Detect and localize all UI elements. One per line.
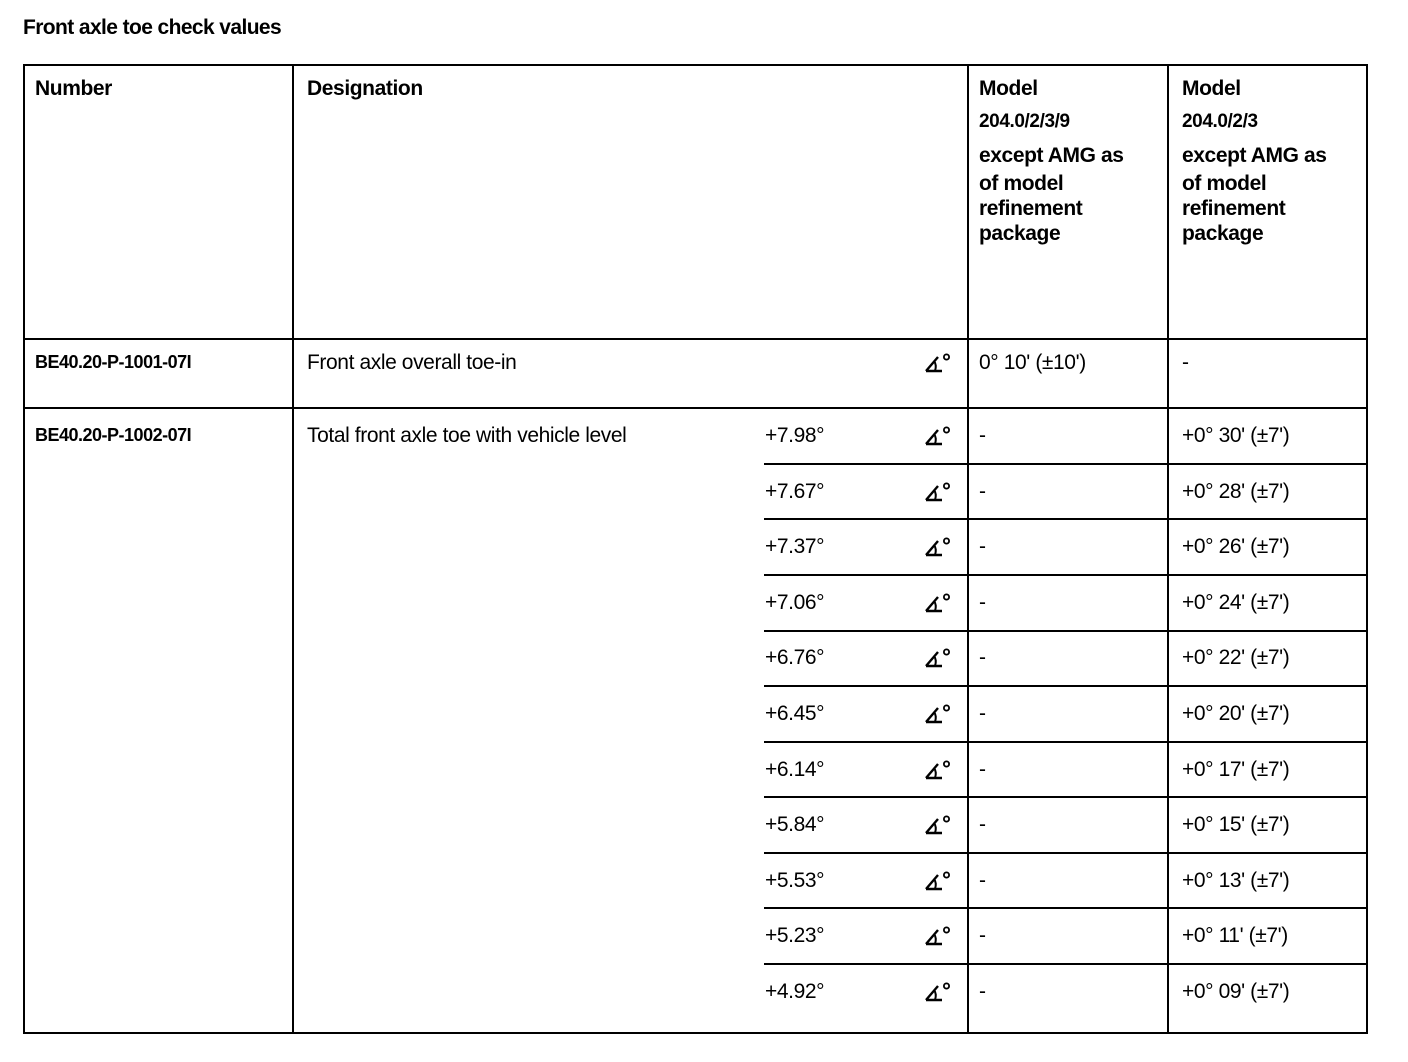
subrow-divider (764, 796, 1368, 798)
subrow-divider (764, 463, 1368, 465)
angle-degree-icon (923, 981, 951, 1003)
angle-degree-icon (923, 759, 951, 781)
angle-degree-icon (923, 592, 951, 614)
vehicle-level-value: +7.37° (765, 535, 825, 558)
row2-number: BE40.20-P-1002-07I (35, 425, 192, 445)
vehicle-level-value: +6.45° (765, 702, 825, 725)
column-divider (292, 64, 294, 1034)
model-a-value: - (979, 424, 986, 447)
header-model-b-note-1: except AMG as (1182, 144, 1327, 167)
model-b-value: +0° 15' (±7') (1182, 813, 1290, 836)
vehicle-level-value: +5.53° (765, 869, 825, 892)
angle-degree-icon (923, 481, 951, 503)
model-b-value: +0° 13' (±7') (1182, 869, 1290, 892)
model-b-value: +0° 11' (±7') (1182, 924, 1288, 947)
angle-degree-icon (923, 352, 951, 374)
model-b-value: +0° 17' (±7') (1182, 758, 1290, 781)
model-a-value: - (979, 924, 986, 947)
row1-value-b: - (1182, 351, 1189, 374)
angle-degree-icon (923, 814, 951, 836)
row1-number: BE40.20-P-1001-07I (35, 352, 192, 372)
vehicle-level-value: +5.84° (765, 813, 825, 836)
subrow-divider (764, 685, 1368, 687)
row2-designation: Total front axle toe with vehicle level (307, 424, 627, 447)
angle-degree-icon (923, 647, 951, 669)
model-a-value: - (979, 646, 986, 669)
header-model-a-note-2: of model (979, 172, 1064, 195)
angle-degree-icon (923, 536, 951, 558)
angle-degree-icon (923, 703, 951, 725)
model-a-value: - (979, 980, 986, 1003)
angle-degree-icon (923, 425, 951, 447)
vehicle-level-value: +4.92° (765, 980, 825, 1003)
subrow-divider (764, 574, 1368, 576)
vehicle-level-value: +6.76° (765, 646, 825, 669)
model-a-value: - (979, 702, 986, 725)
row1-value-a: 0° 10' (±10') (979, 351, 1086, 374)
model-b-value: +0° 20' (±7') (1182, 702, 1290, 725)
model-b-value: +0° 28' (±7') (1182, 480, 1290, 503)
header-model-a-note-1: except AMG as (979, 144, 1124, 167)
subrow-divider (764, 963, 1368, 965)
header-model-a-note-3: refinement (979, 197, 1083, 220)
vehicle-level-value: +7.06° (765, 591, 825, 614)
row-divider (23, 338, 1368, 340)
vehicle-level-value: +7.98° (765, 424, 825, 447)
header-model-a-label: Model (979, 77, 1038, 100)
header-model-a-note-4: package (979, 222, 1061, 245)
row1-designation: Front axle overall toe-in (307, 351, 517, 374)
vehicle-level-value: +6.14° (765, 758, 825, 781)
model-a-value: - (979, 813, 986, 836)
model-b-value: +0° 24' (±7') (1182, 591, 1290, 614)
model-a-value: - (979, 758, 986, 781)
header-model-b-note-4: package (1182, 222, 1264, 245)
model-a-value: - (979, 480, 986, 503)
angle-degree-icon (923, 870, 951, 892)
header-designation: Designation (307, 77, 423, 100)
page-title: Front axle toe check values (23, 16, 282, 39)
header-model-b-label: Model (1182, 77, 1241, 100)
header-model-a-code: 204.0/2/3/9 (979, 111, 1070, 132)
header-model-b-note-3: refinement (1182, 197, 1286, 220)
vehicle-level-value: +7.67° (765, 480, 825, 503)
model-b-value: +0° 30' (±7') (1182, 424, 1290, 447)
row-divider (23, 407, 1368, 409)
column-divider (1167, 64, 1169, 1034)
subrow-divider (764, 741, 1368, 743)
header-model-b-note-2: of model (1182, 172, 1267, 195)
angle-degree-icon (923, 925, 951, 947)
model-b-value: +0° 22' (±7') (1182, 646, 1290, 669)
subrow-divider (764, 907, 1368, 909)
header-model-b-code: 204.0/2/3 (1182, 111, 1258, 132)
subrow-divider (764, 630, 1368, 632)
model-a-value: - (979, 591, 986, 614)
model-a-value: - (979, 535, 986, 558)
model-b-value: +0° 26' (±7') (1182, 535, 1290, 558)
model-a-value: - (979, 869, 986, 892)
subrow-divider (764, 518, 1368, 520)
header-number: Number (35, 77, 112, 100)
model-b-value: +0° 09' (±7') (1182, 980, 1290, 1003)
vehicle-level-value: +5.23° (765, 924, 825, 947)
column-divider (967, 64, 969, 1034)
subrow-divider (764, 852, 1368, 854)
